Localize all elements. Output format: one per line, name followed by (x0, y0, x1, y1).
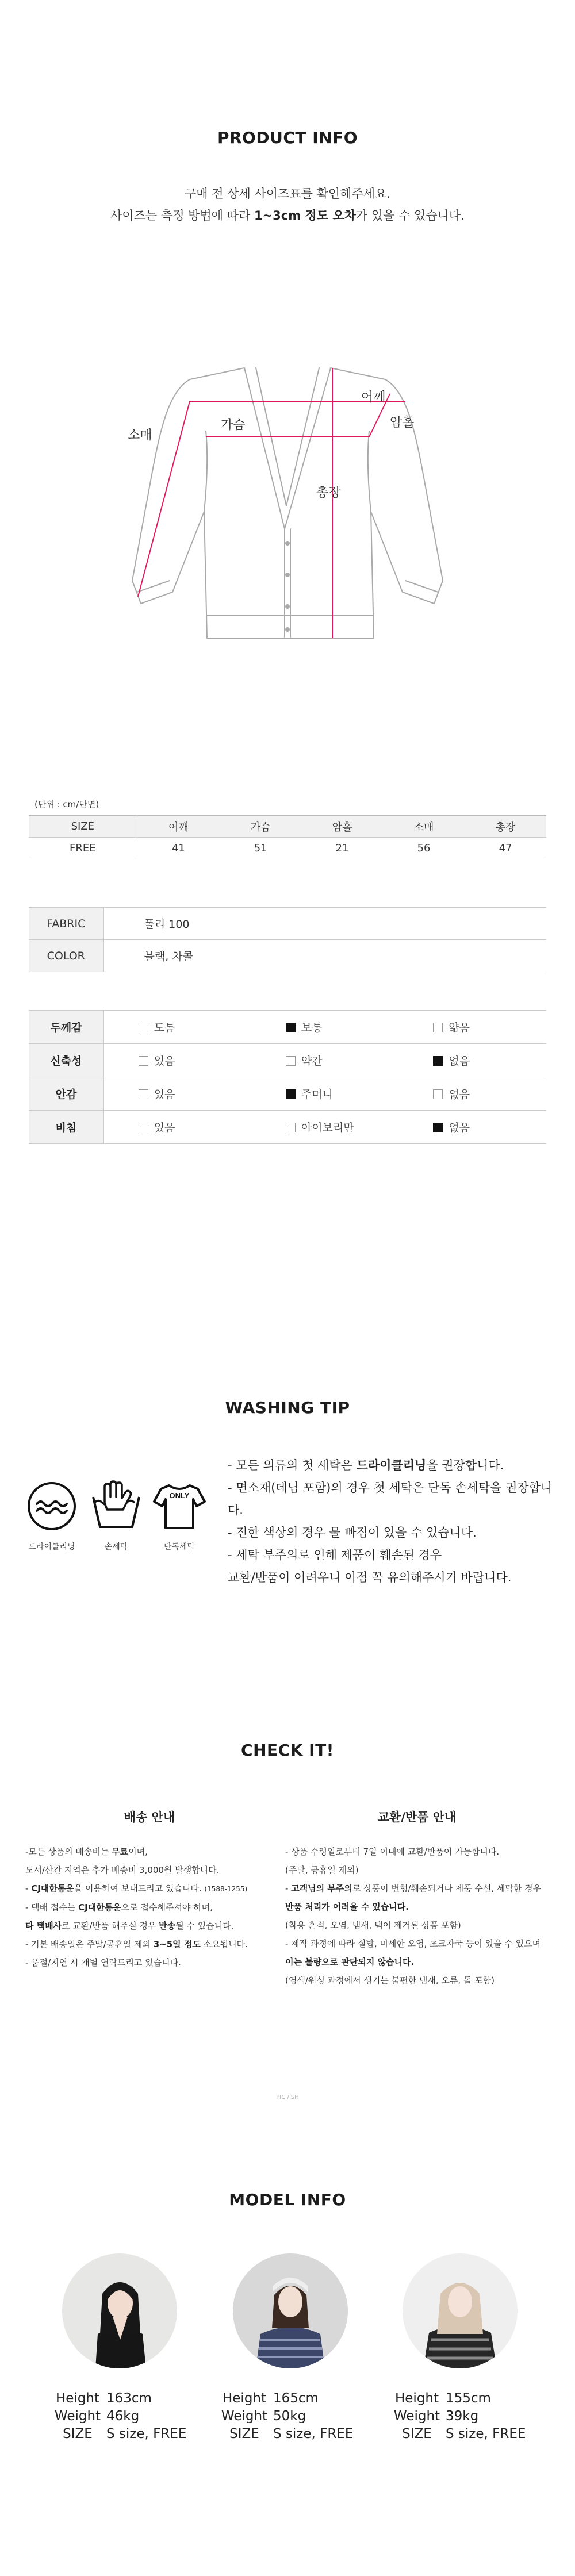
texture-option-label: 보통 (301, 1022, 323, 1034)
size-header-cell: SIZE (29, 816, 137, 838)
shipping-emphasis: 무료 (112, 1846, 129, 1857)
shipping-line: 도서/산간 지역은 추가 배송비 3,000원 발생합니다. (25, 1865, 220, 1875)
model-size: S size, FREE (106, 2427, 187, 2441)
texture-option (251, 1044, 399, 1077)
size-cell: FREE (29, 838, 137, 859)
table-row (29, 1011, 546, 1044)
returns-line (285, 1953, 567, 1971)
label-shoulder: 어깨 (361, 390, 386, 405)
model-size: S size, FREE (273, 2427, 354, 2441)
product-info-title: PRODUCT INFO (217, 128, 358, 147)
texture-rows (29, 1011, 546, 1144)
size-unit: (단위 : cm/단면) (34, 799, 99, 809)
wash-text: - 모든 의류의 첫 세탁은 (228, 1458, 356, 1472)
wash-line-2: - 면소재(데님 포함)의 경우 첫 세탁은 단독 손세탁을 권장합니다. (228, 1481, 553, 1517)
texture-option-label: 없음 (448, 1088, 470, 1101)
unchecked-box-icon (139, 1056, 148, 1066)
photo-credit: PIC / SH (276, 2094, 299, 2101)
texture-key: 비침 (29, 1111, 103, 1144)
wash-text: 을 권장합니다. (426, 1458, 504, 1472)
wash-alone-icon (151, 1477, 208, 1535)
size-header-cell: 어깨 (137, 816, 220, 838)
texture-key: 안감 (29, 1077, 103, 1111)
shipping-text: 으로 접수해주셔야 하며, (121, 1902, 213, 1913)
unchecked-box-icon (433, 1023, 443, 1032)
texture-option (103, 1111, 251, 1144)
wash-alone-caption: 단독세탁 (163, 1542, 195, 1552)
model-weight: 39kg (446, 2409, 479, 2424)
wash-line-1 (228, 1454, 561, 1477)
weight-label: Weight (393, 2409, 440, 2424)
texture-option-label: 도톰 (154, 1022, 175, 1034)
label-chest: 가슴 (221, 418, 246, 432)
model-weight: 50kg (273, 2409, 306, 2424)
unchecked-box-icon (286, 1123, 296, 1132)
checked-box-icon (286, 1089, 296, 1099)
shipping-line (25, 1842, 278, 1861)
model-stats-2 (216, 2390, 353, 2443)
washing-instructions (228, 1454, 561, 1589)
only-badge: ONLY (169, 1491, 190, 1500)
fabric-table (29, 907, 546, 972)
returns-line: (착용 흔적, 오염, 냄새, 택이 제거된 상품 포함) (285, 1920, 461, 1930)
label-sleeve: 소매 (128, 428, 152, 443)
table-row (29, 908, 546, 940)
size-label: SIZE (229, 2427, 259, 2441)
wash-emphasis: 드라이클리닝 (356, 1458, 427, 1472)
garment-measurement-diagram (115, 339, 460, 661)
hand-wash-icon (87, 1477, 145, 1535)
texture-option-label: 있음 (154, 1122, 175, 1134)
table-row (29, 1111, 546, 1144)
model-size-row (216, 2425, 353, 2443)
texture-option-label: 아이보리만 (301, 1122, 354, 1134)
height-label: Height (394, 2391, 439, 2406)
weight-label: Weight (54, 2409, 101, 2424)
returns-line: - 제작 과정에 따라 실밥, 미세한 오염, 초크자국 등이 있을 수 있으며 (285, 1938, 541, 1949)
size-header-cell: 총장 (465, 816, 546, 838)
texture-option-label: 없음 (448, 1055, 470, 1068)
size-header-cell: 소매 (383, 816, 465, 838)
height-label: Height (55, 2391, 100, 2406)
height-label: Height (222, 2391, 267, 2406)
wash-line-4: - 세탁 부주의로 인해 제품이 훼손된 경우 (228, 1548, 442, 1562)
returns-text: 로 상품이 변형/훼손되거나 제품 수선, 세탁한 경우 (352, 1883, 542, 1894)
size-table (29, 815, 546, 859)
shipping-info (25, 1842, 278, 1972)
model-size-row (49, 2425, 186, 2443)
shipping-text: -모든 상품의 배송비는 (25, 1846, 112, 1857)
shipping-emphasis: 타 택배사 (25, 1921, 62, 1931)
returns-title: 교환/반품 안내 (377, 1810, 457, 1824)
shipping-emphasis: CJ대한통운 (31, 1883, 74, 1894)
texture-option (398, 1011, 546, 1044)
shipping-line (25, 1898, 278, 1917)
intro-line-2 (0, 205, 575, 226)
texture-option (103, 1011, 251, 1044)
shipping-text: - 기본 배송일은 주말/공휴일 제외 (25, 1939, 154, 1949)
fabric-key: FABRIC (29, 908, 103, 940)
shipping-text: - (25, 1883, 32, 1894)
model-height-row (49, 2390, 186, 2408)
returns-emphasis: 반품 처리가 어려울 수 있습니다. (285, 1902, 409, 1912)
intro-text: 가 있을 수 있습니다. (355, 209, 465, 222)
texture-key: 신축성 (29, 1044, 103, 1077)
button-dots (285, 541, 290, 632)
hand-wash-caption: 손세탁 (104, 1542, 128, 1552)
label-armhole: 암홀 (390, 416, 415, 430)
texture-table (29, 1010, 546, 1144)
texture-option-label: 있음 (154, 1088, 175, 1101)
model-height: 155cm (446, 2391, 491, 2406)
washing-tip-title: WASHING TIP (225, 1398, 350, 1417)
size-cell: 41 (137, 838, 220, 859)
table-row (29, 1077, 546, 1111)
model-photo-1 (62, 2253, 177, 2368)
texture-option (398, 1044, 546, 1077)
dry-clean-caption: 드라이클리닝 (28, 1542, 75, 1552)
texture-option-label: 얇음 (448, 1022, 470, 1034)
shipping-text: 될 수 있습니다. (175, 1921, 234, 1931)
size-table-header (29, 816, 546, 838)
unchecked-box-icon (139, 1089, 148, 1099)
texture-option (251, 1111, 399, 1144)
model-height: 163cm (106, 2391, 152, 2406)
model-stats-1 (49, 2390, 186, 2443)
weight-label: Weight (221, 2409, 268, 2424)
returns-text: - (285, 1883, 292, 1894)
size-label: SIZE (63, 2427, 93, 2441)
cardigan-illustration (115, 339, 460, 661)
model-size-row (388, 2425, 526, 2443)
shipping-text: 로 교환/반품 해주실 경우 (62, 1921, 159, 1931)
unchecked-box-icon (433, 1089, 443, 1099)
color-value: 블랙, 차콜 (103, 940, 546, 972)
shipping-text: 소요됩니다. (200, 1939, 248, 1949)
model-size: S size, FREE (446, 2427, 526, 2441)
shipping-text: 이며, (128, 1846, 148, 1857)
model-photo-2 (233, 2253, 348, 2368)
size-cell: 47 (465, 838, 546, 859)
model-weight-row (49, 2408, 186, 2425)
intro-emphasis: 1~3cm 정도 오차 (254, 209, 356, 222)
label-length: 총장 (316, 486, 341, 500)
texture-option-label: 약간 (301, 1055, 323, 1068)
checked-box-icon (433, 1123, 443, 1132)
size-cell: 51 (220, 838, 301, 859)
measurement-lines (138, 368, 405, 638)
texture-key: 두께감 (29, 1011, 103, 1044)
table-row (29, 940, 546, 972)
size-header-cell: 가슴 (220, 816, 301, 838)
unchecked-box-icon (286, 1056, 296, 1066)
model-height-row (388, 2390, 526, 2408)
returns-line (285, 1898, 567, 1916)
model-weight-row (216, 2408, 353, 2425)
returns-line (285, 1879, 567, 1898)
size-header-cell: 암홀 (301, 816, 383, 838)
shipping-line (25, 1879, 278, 1898)
model-photo-3 (402, 2253, 518, 2368)
texture-option-label: 없음 (448, 1122, 470, 1134)
shipping-emphasis: 반송 (159, 1921, 176, 1931)
shipping-text: 을 이용하여 보내드리고 있습니다. (74, 1883, 202, 1894)
intro-line-1: 구매 전 상세 사이즈표를 확인해주세요. (185, 187, 390, 201)
texture-option (398, 1077, 546, 1111)
shipping-phone: (1588-1255) (204, 1885, 248, 1893)
returns-emphasis: 고객님의 부주의 (291, 1883, 352, 1894)
shipping-line (25, 1917, 278, 1935)
table-row (29, 838, 546, 859)
size-label: SIZE (402, 2427, 432, 2441)
shipping-emphasis: 3~5일 정도 (153, 1939, 201, 1949)
wash-line-3: - 진한 색상의 경우 물 빠짐이 있을 수 있습니다. (228, 1526, 477, 1540)
table-row (29, 1044, 546, 1077)
returns-line: (주말, 공휴일 제외) (285, 1865, 359, 1875)
shipping-text: - 택배 접수는 (25, 1902, 79, 1913)
texture-option (398, 1111, 546, 1144)
size-cell: 56 (383, 838, 465, 859)
unchecked-box-icon (139, 1023, 148, 1032)
texture-option (251, 1011, 399, 1044)
shipping-line (25, 1935, 278, 1953)
shipping-line: - 품절/지연 시 개별 연락드리고 있습니다. (25, 1957, 181, 1968)
returns-line: (염색/워싱 과정에서 생기는 불편한 냄새, 오류, 돌 포함) (285, 1975, 494, 1986)
dry-clean-icon (23, 1477, 80, 1535)
unchecked-box-icon (139, 1123, 148, 1132)
returns-emphasis: 이는 불량으로 판단되지 않습니다. (285, 1957, 415, 1967)
model-height-row (216, 2390, 353, 2408)
texture-option (103, 1077, 251, 1111)
check-it-title: CHECK IT! (241, 1741, 334, 1760)
model-info-title: MODEL INFO (229, 2190, 346, 2209)
model-weight-row (388, 2408, 526, 2425)
checked-box-icon (433, 1056, 443, 1066)
texture-option-label: 주머니 (301, 1088, 333, 1101)
returns-line: - 상품 수령일로부터 7일 이내에 교환/반품이 가능합니다. (285, 1846, 500, 1857)
color-key: COLOR (29, 940, 103, 972)
shipping-emphasis: CJ대한통운 (78, 1902, 121, 1913)
size-cell: 21 (301, 838, 383, 859)
shipping-title: 배송 안내 (124, 1810, 175, 1824)
product-info-intro (0, 183, 575, 226)
texture-option (251, 1077, 399, 1111)
model-height: 165cm (273, 2391, 319, 2406)
texture-option (103, 1044, 251, 1077)
wash-line-5: 교환/반품이 어려우니 이점 꼭 유의해주시기 바랍니다. (228, 1571, 512, 1584)
checked-box-icon (286, 1023, 296, 1032)
texture-option-label: 있음 (154, 1055, 175, 1068)
fabric-value: 폴리 100 (103, 908, 546, 940)
returns-info (285, 1842, 567, 1990)
intro-text: 사이즈는 측정 방법에 따라 (110, 209, 254, 222)
model-weight: 46kg (106, 2409, 140, 2424)
model-stats-3 (388, 2390, 526, 2443)
